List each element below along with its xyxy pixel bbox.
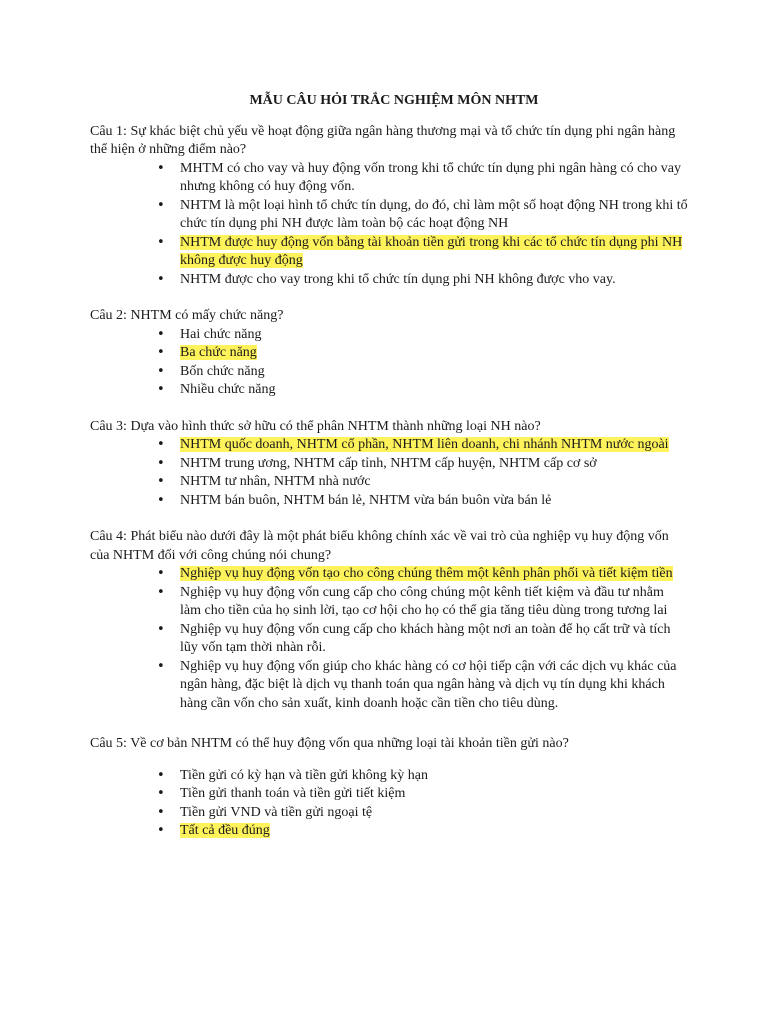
option-text-highlighted: Nghiệp vụ huy động vốn tạo cho công chúng thêm một kênh phân phối và tiết kiệm tiền bbox=[180, 566, 673, 581]
question-text: Câu 2: NHTM có mấy chức năng? bbox=[90, 308, 284, 323]
option-text-highlighted: NHTM quốc doanh, NHTM cổ phần, NHTM liên doanh, chi nhánh NHTM nước ngoài bbox=[180, 437, 669, 452]
option-text: NHTM tư nhân, NHTM nhà nước bbox=[180, 474, 371, 489]
option-text: Nghiệp vụ huy động vốn giúp cho khác hàng có cơ hội tiếp cận với các dịch vụ khác của ngân hàng, đặc biệt là dịch vụ thanh toán qua ngân hàng và dịch vụ tín dụng khi khách hàng cần vốn cho sản xuất, kinh doanh hoặc cần tiền cho tiêu dùng. bbox=[180, 658, 677, 711]
option-list bbox=[90, 436, 688, 510]
question-5 bbox=[90, 735, 688, 841]
option-text: Tiền gửi thanh toán và tiền gửi tiết kiệm bbox=[180, 786, 406, 801]
option-item bbox=[180, 767, 688, 786]
question-text: Câu 3: Dựa vào hình thức sở hữu có thể phân NHTM thành những loại NH nào? bbox=[90, 418, 541, 434]
option-text: NHTM được cho vay trong khi tổ chức tín dụng phi NH không được vho vay. bbox=[180, 271, 616, 287]
option-item bbox=[180, 436, 688, 455]
question-text: Câu 4: Phát biểu nào dưới đây là một phát biểu không chính xác về vai trò của nghiệp vụ huy động vốn của NHTM đối với công chúng nói chung? bbox=[90, 529, 669, 563]
question-3 bbox=[90, 418, 688, 511]
option-text: MHTM có cho vay và huy động vốn trong khi tổ chức tín dụng phi ngân hàng có cho vay nhưng không có huy động vốn. bbox=[180, 160, 681, 194]
option-list bbox=[90, 160, 688, 290]
option-item bbox=[180, 804, 688, 823]
question-2 bbox=[90, 307, 688, 400]
option-item bbox=[180, 785, 688, 804]
option-item bbox=[180, 473, 688, 492]
option-text: Nghiệp vụ huy động vốn cung cấp cho công chúng một kênh tiết kiệm và đầu tư nhằm làm cho tiền của họ sinh lời, tạo cơ hội cho họ có thể gia tăng tiêu dùng trong tương lai bbox=[180, 584, 668, 618]
option-item bbox=[180, 326, 688, 345]
option-list bbox=[90, 767, 688, 841]
option-item bbox=[180, 197, 688, 234]
option-text: NHTM là một loại hình tổ chức tín dụng, do đó, chỉ làm một số hoạt động NH trong khi tổ chức tín dụng phi NH được làm toàn bộ các hoạt động NH bbox=[180, 197, 688, 231]
option-item bbox=[180, 492, 688, 511]
option-text-highlighted: Tất cả đều đúng bbox=[180, 823, 270, 838]
option-item bbox=[180, 658, 688, 714]
option-item bbox=[180, 363, 688, 382]
option-item bbox=[180, 455, 688, 474]
question-4 bbox=[90, 528, 688, 713]
option-text: NHTM bán buôn, NHTM bán lẻ, NHTM vừa bán buôn vừa bán lẻ bbox=[180, 492, 552, 508]
option-text: NHTM trung ương, NHTM cấp tỉnh, NHTM cấp huyện, NHTM cấp cơ sở bbox=[180, 455, 597, 471]
option-item bbox=[180, 565, 688, 584]
option-text: Nhiều chức năng bbox=[180, 382, 276, 397]
option-item bbox=[180, 381, 688, 400]
option-item bbox=[180, 271, 688, 290]
option-item bbox=[180, 160, 688, 197]
question-1 bbox=[90, 123, 688, 290]
option-list bbox=[90, 565, 688, 713]
option-item bbox=[180, 584, 688, 621]
option-text: Hai chức năng bbox=[180, 326, 262, 342]
option-text-highlighted: NHTM được huy động vốn bằng tài khoản tiền gửi trong khi các tổ chức tín dụng phi NH không được huy động bbox=[180, 234, 683, 268]
option-text: Tiền gửi có kỳ hạn và tiền gửi không kỳ hạn bbox=[180, 767, 428, 783]
option-item bbox=[180, 344, 688, 363]
question-text: Câu 5: Về cơ bản NHTM có thể huy động vốn qua những loại tài khoản tiền gửi nào? bbox=[90, 736, 569, 751]
option-item bbox=[180, 234, 688, 271]
option-item bbox=[180, 621, 688, 658]
option-text-highlighted: Ba chức năng bbox=[180, 345, 257, 360]
option-text: Bốn chức năng bbox=[180, 363, 265, 379]
document-title: MẪU CÂU HỎI TRẮC NGHIỆM MÔN NHTM bbox=[249, 93, 539, 108]
option-text: Tiền gửi VND và tiền gửi ngoại tệ bbox=[180, 804, 373, 820]
option-item bbox=[180, 822, 688, 841]
option-text: Nghiệp vụ huy động vốn cung cấp cho khách hàng một nơi an toàn để họ cất trữ và tích lũy vốn tạm thời nhàn rỗi. bbox=[180, 621, 671, 655]
option-list bbox=[90, 326, 688, 400]
question-text: Câu 1: Sự khác biệt chủ yếu về hoạt động giữa ngân hàng thương mại và tổ chức tín dụng phi ngân hàng thể hiện ở những điểm nào? bbox=[90, 123, 676, 157]
